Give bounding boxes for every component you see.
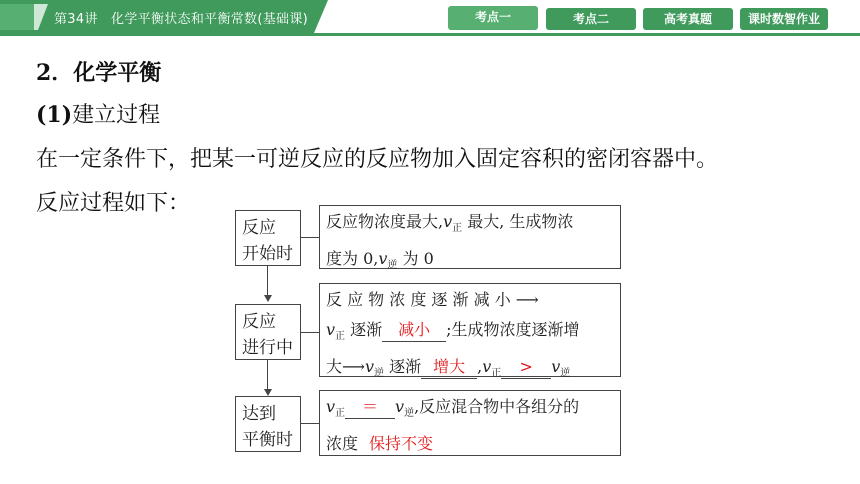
nav-tab-homework[interactable]: 课时数智作业 <box>740 8 828 30</box>
header-underline <box>0 33 860 36</box>
stage-equilibrium-box <box>235 396 301 452</box>
rate-subscript: 逆 <box>560 368 571 379</box>
text: , <box>477 357 483 376</box>
connector-line <box>301 237 320 238</box>
lesson-title-tab <box>0 0 328 36</box>
stage-progress-box <box>235 304 301 360</box>
rate-symbol: v <box>326 397 336 416</box>
answer-blank-1: 减小 <box>382 319 446 342</box>
connector-line <box>301 332 320 333</box>
text: 浓度 <box>326 434 359 453</box>
down-arrow-line <box>267 360 268 390</box>
stage-start-label-b: 开始时 <box>242 244 293 264</box>
text: 大⟶ <box>326 357 365 376</box>
lesson-title: 第34讲 化学平衡状态和平衡常数(基础课) <box>54 12 308 27</box>
stage-start-description <box>319 205 621 269</box>
stage-progress-label-b: 进行中 <box>242 338 293 358</box>
stage-progress-description <box>319 283 621 377</box>
header-bar <box>0 0 860 36</box>
subsection-text: 建立过程 <box>72 103 161 128</box>
stage-progress-label-a: 反应 <box>242 312 276 332</box>
text: 度为 0, <box>326 249 379 268</box>
rate-symbol: v <box>443 212 453 231</box>
rate-symbol: v <box>364 357 374 376</box>
text: ,反应混合物中各组分的 <box>414 397 580 416</box>
subsection-number: (1) <box>36 102 73 128</box>
intro-paragraph: 在一定条件下，把某一可逆反应的反应物加入固定容积的密闭容器中。 <box>36 147 719 172</box>
rate-subscript: 正 <box>335 331 346 342</box>
text: 逐渐 <box>384 357 422 376</box>
text: ;生成物浓度逐渐增 <box>446 320 580 339</box>
stage-equilibrium-label-b: 平衡时 <box>242 430 293 450</box>
text: 逐渐 <box>345 320 383 339</box>
rate-symbol: v <box>378 249 388 268</box>
text: 反应物浓度最大, <box>326 212 444 231</box>
nav-tab-topic-1[interactable]: 考点一 <box>448 6 538 30</box>
rate-subscript: 正 <box>491 368 502 379</box>
connector-line <box>301 423 320 424</box>
rate-symbol: v <box>551 357 561 376</box>
stage-start-label-a: 反应 <box>242 218 276 238</box>
text: 反 应 物 浓 度 逐 渐 减 小 ⟶ <box>326 290 539 309</box>
nav-tab-topic-2[interactable]: 考点二 <box>546 8 636 30</box>
process-intro: 反应过程如下： <box>36 191 191 216</box>
text: 最大, 生成物浓 <box>462 212 574 231</box>
section-title: 2．化学平衡 <box>36 60 162 86</box>
rate-subscript: 逆 <box>387 260 398 271</box>
stage-equilibrium-label-a: 达到 <box>242 404 276 424</box>
rate-symbol: v <box>395 397 405 416</box>
rate-symbol: v <box>482 357 492 376</box>
nav-tab-exam-questions[interactable]: 高考真题 <box>643 8 733 30</box>
stage-equilibrium-description <box>319 390 621 456</box>
answer-blank-4: ＝ <box>345 396 395 419</box>
down-arrow-icon <box>264 295 272 302</box>
answer-blank-2: 增大 <box>421 356 477 379</box>
rate-subscript: 正 <box>452 223 463 234</box>
down-arrow-line <box>267 266 268 296</box>
rate-subscript: 正 <box>335 408 346 419</box>
rate-symbol: v <box>326 320 336 339</box>
answer-blank-3: > <box>501 356 551 379</box>
rate-subscript: 逆 <box>404 408 415 419</box>
stage-start-box <box>235 210 301 266</box>
down-arrow-icon <box>264 389 272 396</box>
answer-blank-5: 保持不变 <box>358 433 444 456</box>
subsection-title <box>36 98 160 129</box>
text: 为 0 <box>397 249 434 268</box>
rate-subscript: 逆 <box>374 368 384 379</box>
